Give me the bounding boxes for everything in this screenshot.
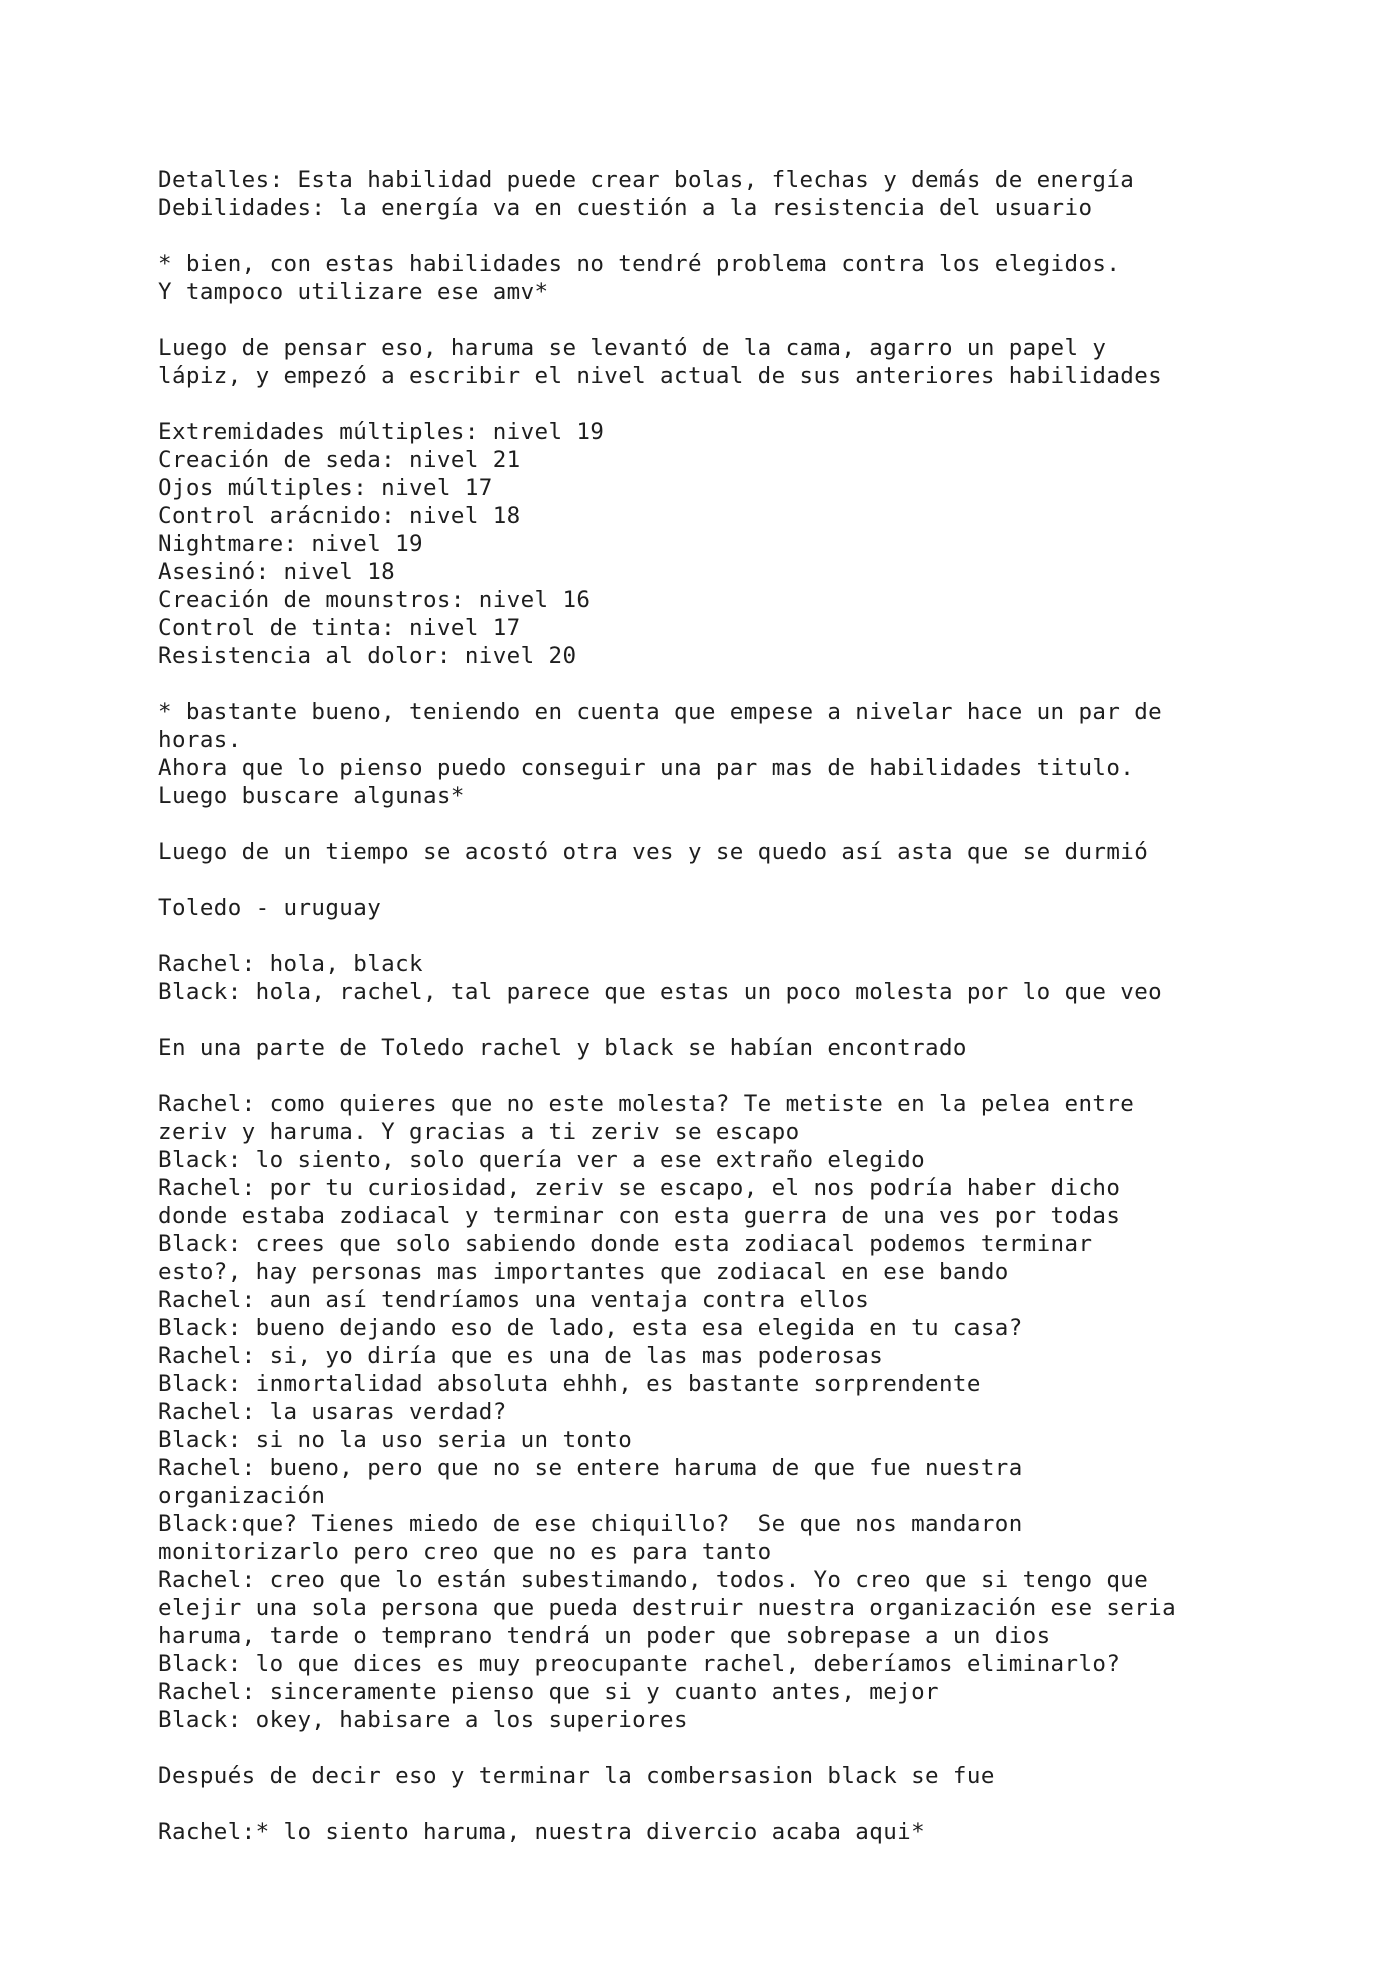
blank-line bbox=[158, 306, 1358, 334]
text-line: Rachel: aun así tendríamos una ventaja contra ellos bbox=[158, 1287, 870, 1313]
text-line: En una parte de Toledo rachel y black se habían encontrado bbox=[158, 1035, 967, 1061]
blank-line bbox=[158, 922, 1358, 950]
blank-line bbox=[158, 1790, 1358, 1818]
text-line: Ahora que lo pienso puedo conseguir una par mas de habilidades titulo. bbox=[158, 755, 1135, 781]
blank-line bbox=[158, 866, 1358, 894]
text-line: Rachel:* lo siento haruma, nuestra divercio acaba aqui* bbox=[158, 1819, 926, 1845]
text-line: Creación de seda: nivel 21 bbox=[158, 447, 521, 473]
text-line: Ojos múltiples: nivel 17 bbox=[158, 475, 493, 501]
text-line: Resistencia al dolor: nivel 20 bbox=[158, 643, 577, 669]
text-line: horas. bbox=[158, 727, 242, 753]
blank-line bbox=[158, 1734, 1358, 1762]
text-line: Black: lo siento, solo quería ver a ese extraño elegido bbox=[158, 1147, 926, 1173]
text-line: monitorizarlo pero creo que no es para tanto bbox=[158, 1539, 772, 1565]
text-line: Black: si no la uso seria un tonto bbox=[158, 1427, 633, 1453]
text-line: Luego de un tiempo se acostó otra ves y se quedo así asta que se durmió bbox=[158, 839, 1149, 865]
text-line: haruma, tarde o temprano tendrá un poder que sobrepase a un dios bbox=[158, 1623, 1051, 1649]
text-line: Extremidades múltiples: nivel 19 bbox=[158, 419, 605, 445]
text-line: elejir una sola persona que pueda destruir nuestra organización ese seria bbox=[158, 1595, 1177, 1621]
text-line: Rachel: sinceramente pienso que si y cuanto antes, mejor bbox=[158, 1679, 939, 1705]
text-line: * bastante bueno, teniendo en cuenta que empese a nivelar hace un par de bbox=[158, 699, 1163, 725]
text-line: lápiz, y empezó a escribir el nivel actual de sus anteriores habilidades bbox=[158, 363, 1163, 389]
text-line: Black: crees que solo sabiendo donde esta zodiacal podemos terminar bbox=[158, 1231, 1093, 1257]
text-line: Control de tinta: nivel 17 bbox=[158, 615, 521, 641]
text-line: Rachel: si, yo diría que es una de las mas poderosas bbox=[158, 1343, 884, 1369]
text-line: Black: lo que dices es muy preocupante rachel, deberíamos eliminarlo? bbox=[158, 1651, 1121, 1677]
blank-line bbox=[158, 1062, 1358, 1090]
text-line: Toledo - uruguay bbox=[158, 895, 382, 921]
text-line: Rachel: la usaras verdad? bbox=[158, 1399, 507, 1425]
text-line: Black:que? Tienes miedo de ese chiquillo? Se que nos mandaron bbox=[158, 1511, 1023, 1537]
blank-line bbox=[158, 810, 1358, 838]
text-line: Black: inmortalidad absoluta ehhh, es bastante sorprendente bbox=[158, 1371, 981, 1397]
text-line: Creación de mounstros: nivel 16 bbox=[158, 587, 591, 613]
text-line: Rachel: por tu curiosidad, zeriv se escapo, el nos podría haber dicho bbox=[158, 1175, 1121, 1201]
blank-line bbox=[158, 1006, 1358, 1034]
text-line: Rachel: creo que lo están subestimando, todos. Yo creo que si tengo que bbox=[158, 1567, 1149, 1593]
text-line: Black: hola, rachel, tal parece que estas un poco molesta por lo que veo bbox=[158, 979, 1163, 1005]
text-line: Debilidades: la energía va en cuestión a la resistencia del usuario bbox=[158, 195, 1093, 221]
text-line: zeriv y haruma. Y gracias a ti zeriv se escapo bbox=[158, 1119, 800, 1145]
text-line: Rachel: bueno, pero que no se entere haruma de que fue nuestra bbox=[158, 1455, 1023, 1481]
text-line: Luego buscare algunas* bbox=[158, 783, 465, 809]
text-line: Después de decir eso y terminar la combersasion black se fue bbox=[158, 1763, 995, 1789]
text-line: Black: okey, habisare a los superiores bbox=[158, 1707, 688, 1733]
text-line: * bien, con estas habilidades no tendré problema contra los elegidos. bbox=[158, 251, 1121, 277]
blank-line bbox=[158, 222, 1358, 250]
text-line: Rachel: como quieres que no este molesta? Te metiste en la pelea entre bbox=[158, 1091, 1135, 1117]
text-line: esto?, hay personas mas importantes que zodiacal en ese bando bbox=[158, 1259, 1009, 1285]
text-line: Luego de pensar eso, haruma se levantó de la cama, agarro un papel y bbox=[158, 335, 1107, 361]
document-text-body bbox=[158, 166, 1358, 1846]
text-line: Nightmare: nivel 19 bbox=[158, 531, 423, 557]
text-line: Asesinó: nivel 18 bbox=[158, 559, 396, 585]
blank-line bbox=[158, 670, 1358, 698]
blank-line bbox=[158, 390, 1358, 418]
text-line: donde estaba zodiacal y terminar con esta guerra de una ves por todas bbox=[158, 1203, 1121, 1229]
text-line: Y tampoco utilizare ese amv* bbox=[158, 279, 549, 305]
text-line: Rachel: hola, black bbox=[158, 951, 423, 977]
text-line: organización bbox=[158, 1483, 326, 1509]
text-line: Black: bueno dejando eso de lado, esta esa elegida en tu casa? bbox=[158, 1315, 1023, 1341]
text-line: Detalles: Esta habilidad puede crear bolas, flechas y demás de energía bbox=[158, 167, 1135, 193]
text-line: Control arácnido: nivel 18 bbox=[158, 503, 521, 529]
